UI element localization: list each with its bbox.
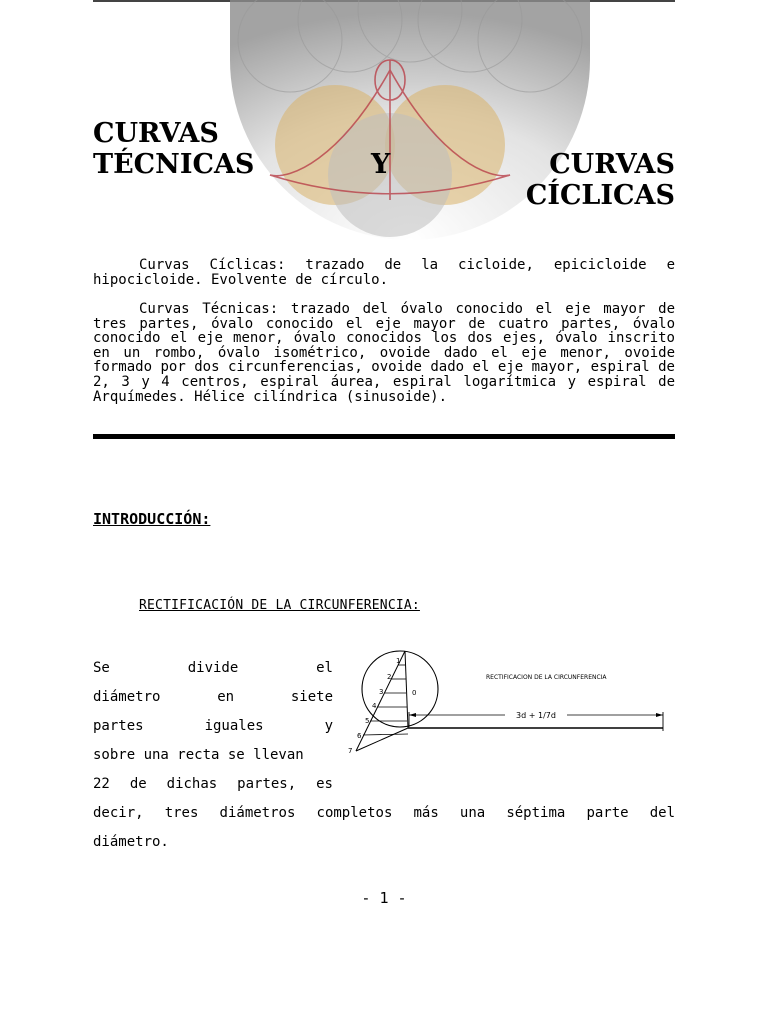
section-divider [93,434,675,439]
figure-arrow-left [409,713,416,717]
figure-division-label: 2 [387,673,392,681]
body-line: sobre una recta se llevan [93,747,304,763]
figure-division-label: 7 [348,747,353,755]
figure-closing-line [356,728,408,751]
figure-division-label: 4 [372,702,377,710]
body-line: partes iguales y [93,718,333,734]
figure-tick [363,734,408,735]
body-line: diámetro. [93,834,169,850]
figure-oblique-line [356,651,405,751]
figure-center-label: 0 [412,689,417,697]
figure-division-label: 6 [357,732,362,740]
rectification-figure [340,645,670,760]
figure-arrow-right [656,713,663,717]
figure-division-label: 3 [379,688,384,696]
figure-division-label: 5 [365,717,370,725]
body-line: decir, tres diámetros completos más una séptima parte del [93,805,675,821]
page-number: - 1 - [361,889,407,907]
summary-paragraph-1: Curvas Cíclicas: trazado de la cicloide, epicicloide e hipocicloide. Evolvente de círculo. [93,257,675,288]
figure-division-label: 1 [396,657,401,665]
body-line: Se divide el [93,660,333,676]
body-text-left [93,654,333,799]
title-line-1: CURVAS [93,118,219,149]
title-line-2-right: CURVAS [549,149,675,180]
figure-length-label: 3d + 1/7d [516,711,556,720]
figure-caption: RECTIFICACION DE LA CIRCUNFERENCIA [486,674,607,681]
title-line-2-mid: Y [371,149,391,180]
title-line-3: CÍCLICAS [525,180,675,211]
body-line: diámetro en siete [93,689,333,705]
subsection-heading: RECTIFICACIÓN DE LA CIRCUNFERENCIA: [139,598,420,613]
title-line-2-left: TÉCNICAS [93,149,255,180]
section-heading: INTRODUCCIÓN: [93,510,211,528]
figure-diameter [405,651,408,728]
body-line: 22 de dichas partes, es [93,776,333,792]
body-text-full [93,799,675,857]
summary-paragraph-2: Curvas Técnicas: trazado del óvalo conocido el eje mayor de tres partes, óvalo conocido el eje mayor de cuatro partes, óvalo conocido el eje menor, óvalo conocidos los dos ejes, óvalo inscrito en un rombo, óvalo isométrico, ovoide dado el eje menor, ovoide formado por dos circunferencias, ovoide dado el eje mayor, espiral de 2, 3 y 4 centros, espiral áurea, espiral logarítmica y espiral de Arquímedes. Hélice cilíndrica (sinusoide). [93,301,675,405]
